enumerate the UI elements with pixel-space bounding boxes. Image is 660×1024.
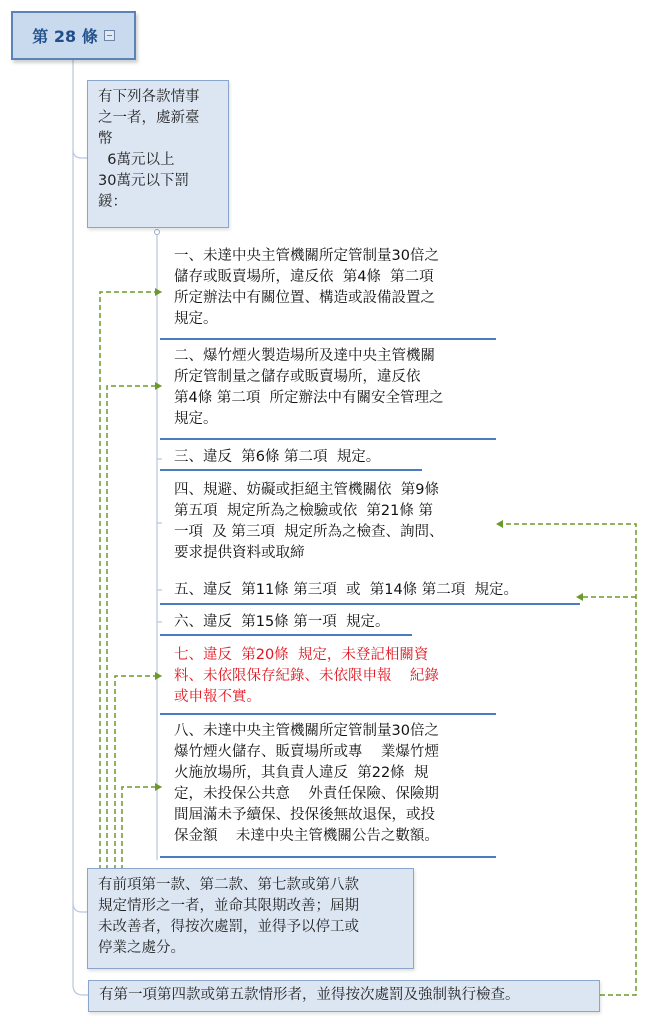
article-title-node[interactable] — [11, 11, 136, 60]
note-line: 有前項第一款、第二款、第七款或第八款 — [98, 877, 359, 893]
intro-line: 之一者，處新臺 — [98, 110, 200, 126]
item-8-node[interactable]: 八、未達中央主管機關所定管制量30倍之 爆竹煙火儲存、販賣場所或專 業爆竹煙 火施放場所，其負責人違反 第22條 規 定，未投保公共意 外責任保險、保險期 間屆滿未予續保、投保後無故退保，或投 保金額 未達中央主管機關公告之數額。 — [160, 721, 496, 858]
note-line: 未改善者，得按次處罰，並得予以停工或 — [98, 919, 359, 935]
item-4-node[interactable]: 四、規避、妨礙或拒絕主管機關依 第9條 第五項 規定所為之檢驗或依 第21條 第 一項 及 第三項 規定所為之檢查、詢問、 要求提供資料或取締 — [174, 482, 444, 561]
collapse-toggle-icon[interactable] — [104, 30, 115, 41]
improvement-order-node[interactable] — [87, 868, 414, 969]
penalty-intro-node[interactable] — [87, 80, 229, 228]
item-2-node[interactable]: 二、爆竹煙火製造場所及達中央主管機關 所定管制量之儲存或販賣場所，違反依 第4條 第二項 所定辦法中有關安全管理之 規定。 — [160, 346, 496, 440]
article-title: 第 28 條 — [32, 27, 98, 46]
intro-line: 6萬元以上 — [98, 152, 175, 168]
item-6-node[interactable]: 六、違反 第15條 第一項 規定。 — [160, 612, 412, 636]
enforcement-node[interactable]: 有第一項第四款或第五款情形者，並得按次處罰及強制執行檢查。 — [88, 980, 600, 1012]
intro-line: 30萬元以下罰 — [98, 173, 189, 189]
intro-line: 有下列各款情事 — [98, 89, 200, 105]
item-7-node[interactable]: 七、違反 第20條 規定，未登記相關資 料、未依限保存紀錄、未依限申報 紀錄 或申報不實。 — [160, 645, 496, 715]
item-3-node[interactable]: 三、違反 第6條 第二項 規定。 — [160, 447, 422, 471]
note-line: 停業之處分。 — [98, 940, 185, 956]
intro-line: 鍰： — [98, 194, 127, 210]
item-1-node[interactable]: 一、未達中央主管機關所定管制量30倍之 儲存或販賣場所，違反依 第4條 第二項 所定辦法中有關位置、構造或設備設置之 規定。 — [160, 246, 496, 340]
note-line: 規定情形之一者，並命其限期改善；屆期 — [98, 898, 359, 914]
intro-line: 幣 — [98, 131, 113, 147]
item-5-node[interactable]: 五、違反 第11條 第三項 或 第14條 第二項 規定。 — [160, 580, 580, 605]
